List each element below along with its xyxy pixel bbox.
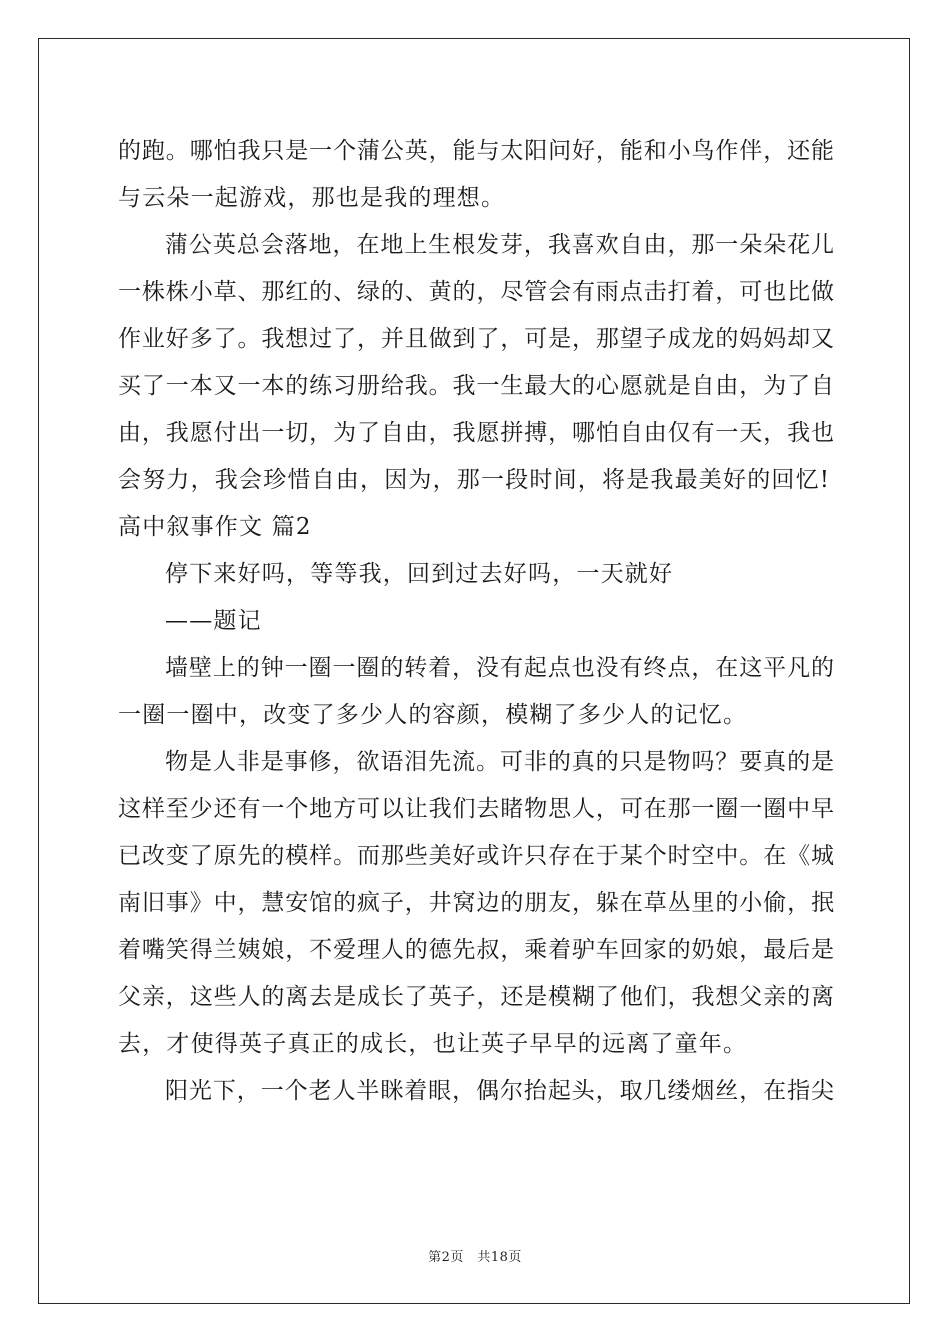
page-footer: 第2页 共18页 <box>428 1250 522 1265</box>
paragraph <box>118 504 834 551</box>
text-line: 墙壁上的钟一圈一圈的转着，没有起点也没有终点，在这平凡的 <box>165 655 834 681</box>
text-line: 蒲公英总会落地，在地上生根发芽，我喜欢自由，那一朵朵花儿 <box>165 232 834 258</box>
text-line: 停下来好吗，等等我，回到过去好吗，一天就好 <box>165 561 674 587</box>
paragraph <box>118 645 834 739</box>
paragraph <box>118 1068 834 1115</box>
paragraph <box>118 739 834 1068</box>
paragraph <box>118 222 834 504</box>
text-line: 会努力，我会珍惜自由，因为，那一段时间，将是我最美好的回忆! <box>118 467 831 493</box>
text-line: 物是人非是事修，欲语泪先流。可非的真的只是物吗？要真的是 <box>165 749 834 775</box>
text-line: 与云朵一起游戏，那也是我的理想。 <box>118 185 506 211</box>
text-line: 的跑。哪怕我只是一个蒲公英，能与太阳问好，能和小鸟作伴，还能 <box>118 138 834 164</box>
text-line: 父亲，这些人的离去是成长了英子，还是模糊了他们，我想父亲的离 <box>118 984 834 1010</box>
text-line: 着嘴笑得兰姨娘，不爱理人的德先叔，乘着驴车回家的奶娘，最后是 <box>118 937 834 963</box>
text-line: 买了一本又一本的练习册给我。我一生最大的心愿就是自由，为了自 <box>118 373 834 399</box>
text-line: 一株株小草、那红的、绿的、黄的，尽管会有雨点击打着，可也比做 <box>118 279 834 305</box>
text-line: 去，才使得英子真正的成长，也让英子早早的远离了童年。 <box>118 1031 748 1057</box>
text-line: 已改变了原先的模样。而那些美好或许只存在于某个时空中。在《城 <box>118 843 834 869</box>
paragraph <box>118 598 834 645</box>
text-line: 由，我愿付出一切，为了自由，我愿拼搏，哪怕自由仅有一天，我也 <box>118 420 834 446</box>
text-line: 高中叙事作文 篇2 <box>118 514 312 540</box>
paragraph <box>118 551 834 598</box>
text-line: 阳光下，一个老人半眯着眼，偶尔抬起头，取几缕烟丝，在指尖 <box>165 1078 834 1104</box>
text-line: 一圈一圈中，改变了多少人的容颜，模糊了多少人的记忆。 <box>118 702 748 728</box>
paragraph <box>118 128 834 222</box>
text-line: 这样至少还有一个地方可以让我们去睹物思人，可在那一圈一圈中早 <box>118 796 834 822</box>
document-body <box>118 128 834 1115</box>
text-line: ——题记 <box>165 608 262 634</box>
text-line: 作业好多了。我想过了，并且做到了，可是，那望子成龙的妈妈却又 <box>118 326 834 352</box>
text-line: 南旧事》中，慧安馆的疯子，井窝边的朋友，躲在草丛里的小偷，抿 <box>118 890 834 916</box>
